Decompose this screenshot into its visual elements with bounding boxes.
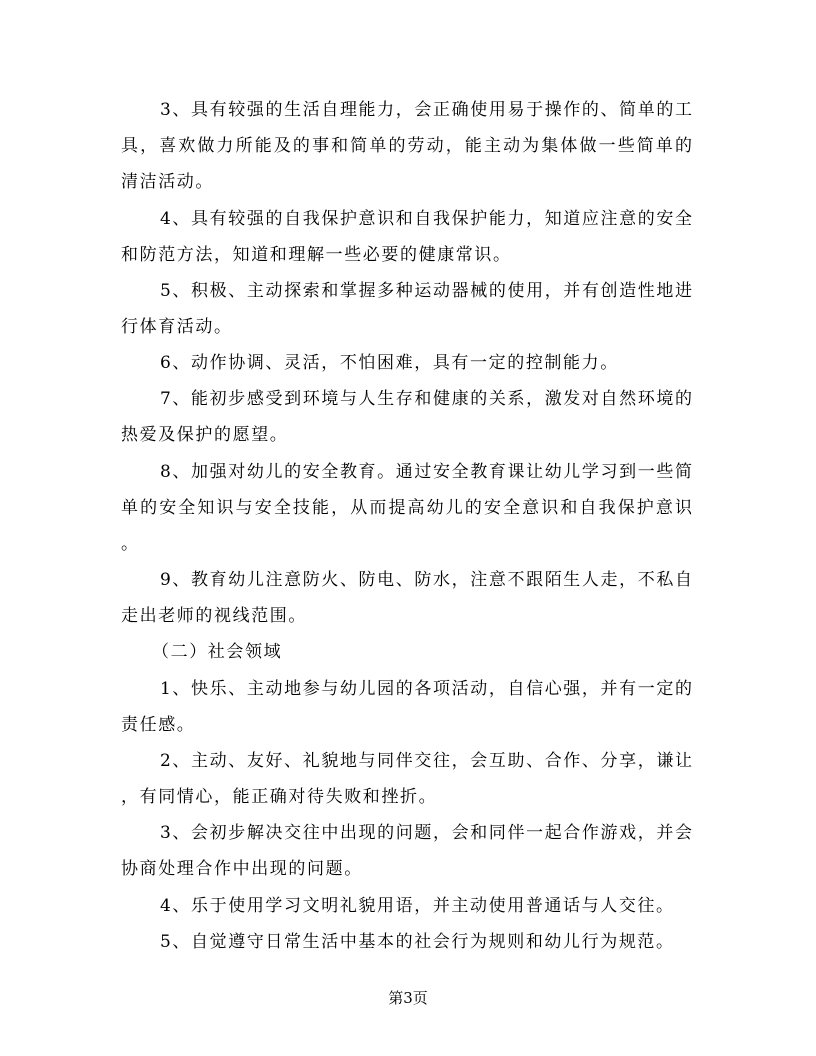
paragraph-line: 责任感。 [121,715,196,735]
paragraph-line: ，有同情心，能正确对待失败和挫折。 [121,787,438,807]
paragraph-line: 3、具有较强的生活自理能力，会正确使用易于操作的、简单的工 [160,100,692,120]
paragraph-line: 5、积极、主动探索和掌握多种运动器械的使用，并有创造性地进 [160,281,692,301]
paragraph-line: 2、主动、友好、礼貌地与同伴交往，会互助、合作、分享，谦让 [160,751,692,771]
paragraph-line: 7、能初步感受到环境与人生存和健康的关系，激发对自然环境的 [160,389,692,409]
section-heading: （二）社会领域 [152,642,283,662]
page-number: 第3页 [388,989,428,1007]
paragraph-line: 4、具有较强的自我保护意识和自我保护能力，知道应注意的安全 [160,209,692,229]
paragraph-line: 走出老师的视线范围。 [121,606,307,626]
paragraph-line: 。 [121,534,140,554]
paragraph-line: 和防范方法，知道和理解一些必要的健康常识。 [121,245,512,265]
paragraph-line: 4、乐于使用学习文明礼貌用语，并主动使用普通话与人交往。 [160,896,675,916]
paragraph-line: 8、加强对幼儿的安全教育。通过安全教育课让幼儿学习到一些简 [160,462,692,482]
paragraph-line: 6、动作协调、灵活，不怕困难，具有一定的控制能力。 [160,353,619,373]
paragraph-line: 9、教育幼儿注意防火、防电、防水，注意不跟陌生人走，不私自 [160,570,692,590]
paragraph-line: 5、自觉遵守日常生活中基本的社会行为规则和幼儿行为规范。 [160,932,675,952]
paragraph-line: 1、快乐、主动地参与幼儿园的各项活动，自信心强，并有一定的 [160,679,692,699]
paragraph-line: 单的安全知识与安全技能，从而提高幼儿的安全意识和自我保护意识 [121,498,692,518]
paragraph-line: 具，喜欢做力所能及的事和简单的劳动，能主动为集体做一些简单的 [121,136,692,156]
paragraph-line: 清洁活动。 [121,172,214,192]
paragraph-line: 协商处理合作中出现的问题。 [121,859,363,879]
paragraph-line: 热爱及保护的愿望。 [121,425,289,445]
paragraph-line: 行体育活动。 [121,317,233,337]
paragraph-line: 3、会初步解决交往中出现的问题，会和同伴一起合作游戏，并会 [160,823,692,843]
